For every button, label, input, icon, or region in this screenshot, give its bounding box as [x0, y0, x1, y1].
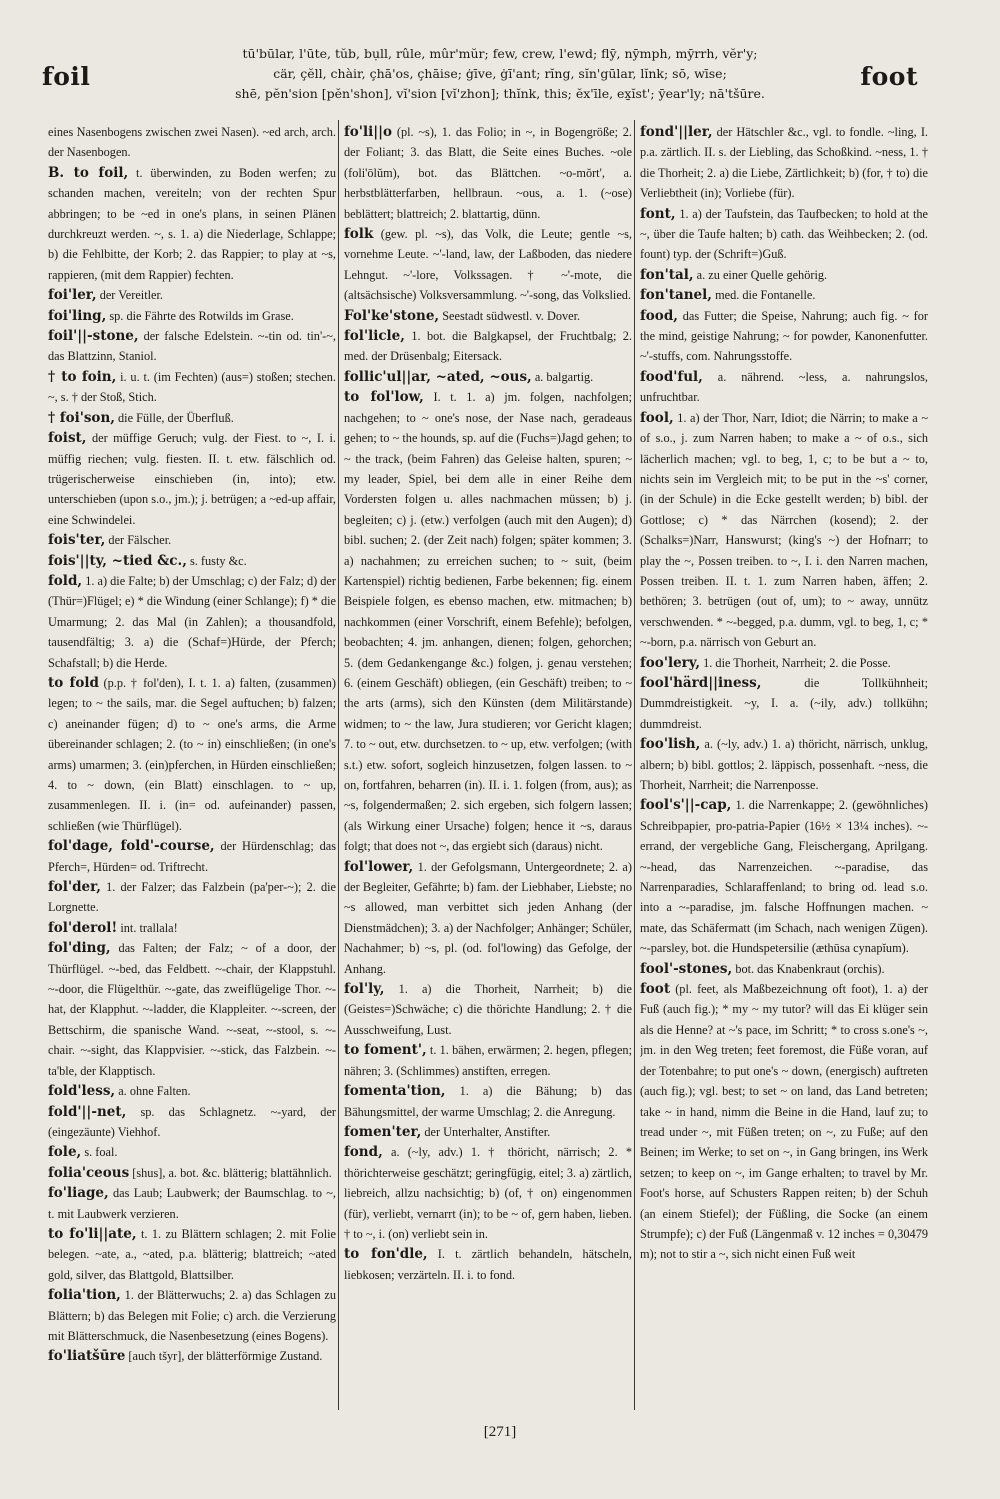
entry-definition: 1. der Gefolgsmann, Untergeordnete; 2. a) der Begleiter, Gefährte; b) fam. der Liebhaber, Liebste; no ~s allowed, man verbittet sich jeden Anhang (der Dienstmädchen); 3. a) der Nachfolger; Anhänger; Schüler, Nachahmer; b) ~s, pl. (od. fol'lowing) das Gefolge, der Anhang. [344, 859, 632, 976]
entry-headword: to fold [48, 674, 99, 691]
dictionary-entry [48, 836, 336, 877]
entry-definition: 1. a) der Taufstein, das Taufbecken; to hold at the ~, über die Taufe halten; b) cath. das Weihbecken; 2. (od. fount) typ. der (Schrift=)Guß. [640, 206, 928, 262]
entry-definition: (pl. ~s), 1. das Folio; in ~, in Bogengröße; 2. der Foliant; 3. das Blatt, die Seite eines Buches. ~ole (foli'ōlŭm), bot. das Blättchen. ~o-mŏrt', a. herbstblätterfarben, hellbraun. ~ous, a. 1. (~ose) beblättert; blattreich; 2. blattartig, dünn. [344, 125, 632, 221]
entry-definition: t. 1. zu Blättern schlagen; 2. mit Folie belegen. ~ate, a., ~ated, p.a. blätterig; blattreich; ~ated gold, silver, das Blattgold, Blattsilber. [48, 1226, 336, 1282]
dictionary-entry [48, 551, 336, 571]
dictionary-entry [640, 265, 928, 285]
entry-definition: das Futter; die Speise, Nahrung; auch fig. ~ for the mind, geistige Nahrung; ~ for powder, Kanonenfutter. ~'-stuffs, com. Nahrungsstoffe. [640, 308, 928, 364]
left-guide-word: foil [42, 62, 91, 91]
entry-definition: [shus], a. bot. &c. blätterig; blattähnlich. [132, 1165, 332, 1180]
entry-headword: folia'tion, [48, 1287, 121, 1304]
pronunciation-key-line: cär, çĕll, chàir, çhā'os, çhāise; ġīve, ġī'ant; rĭng, sĭn'gūlar, lĭnk; sō, wīse; [273, 66, 727, 81]
dictionary-entry [48, 673, 336, 836]
entry-definition: 1. a) der Thor, Narr, Idiot; die Närrin; to make a ~ of s.o., j. zum Narren haben; to make a ~ of o.s., sich lächerlich machen; vgl. to beg, 1, c; to be but a ~ to, nichts sein im Vergleich mit; to be put in the ~s' corner, (in der Schule) in die Ecke gestellt werden; b) bibl. der Gottlose; c) * das Närrchen (kosend); 2. der (Schalks=)Narr, Hanswurst; (king's ~) der Hofnarr; to play the ~, Possen treiben. to ~, I. i. den Narren machen, Possen treiben. II. t. 1. zum Narren haben, äffen; 2. bethören; 3. betrügen (out of, um); to ~ away, unnütz verschwenden. * ~-begged, p.a. dumm, vgl. to beg, 1, c; * ~-born, p.a. närrisch von Geburt an. [640, 410, 928, 650]
entry-headword: fon'tanel, [640, 287, 712, 304]
entry-headword: fold, [48, 572, 83, 589]
entry-headword: foist, [48, 430, 87, 447]
dictionary-entry [48, 530, 336, 550]
entry-definition: der Unterhalter, Anstifter. [424, 1124, 551, 1139]
entry-definition: 1. a) die Thorheit, Narrheit; b) die (Geistes=)Schwäche; c) die thörichte Handlung; 2. † die Ausschweifung, Lust. [344, 982, 632, 1037]
entry-definition: der Vereitler. [99, 288, 163, 303]
dictionary-entry [48, 122, 336, 163]
entry-definition: der Hürdenschlag; das Pferch=, Hürden= od. Triftrecht. [48, 839, 336, 874]
entry-headword: B. to foil, [48, 164, 129, 181]
entry-definition: die Tollkühnheit; Dummdreistigkeit. ~y, I. a. (~ily, adv.) tollkühn; dummdreist. [640, 675, 928, 731]
entry-headword: fol'dage, fold'-course, [48, 838, 215, 855]
entry-headword: fond, [344, 1144, 383, 1161]
entry-definition: der Fälscher. [108, 533, 172, 548]
entry-headword: fol'ly, [344, 981, 385, 998]
entry-headword: † to foin, [48, 368, 117, 385]
dictionary-entry [344, 387, 632, 856]
dictionary-entry [48, 918, 336, 938]
entry-headword: to fo'li||ate, [48, 1225, 137, 1242]
entry-headword: fo'li||o [344, 124, 393, 140]
entry-headword: fol'ding, [48, 940, 111, 957]
pronunciation-key-line: shē, pĕn'sion [pĕn'shon], vĭ'sion [vĭ'zhon]; thĭnk, this; ĕx'īle, ex̱ĭst'; ȳear'ly; nā'tšūre. [235, 86, 765, 101]
entry-headword: fold'less, [48, 1083, 116, 1100]
dictionary-entry [48, 571, 336, 673]
dictionary-entry [344, 367, 632, 387]
entry-headword: foi'ling, [48, 307, 107, 324]
entry-definition: 1. die Thorheit, Narrheit; 2. die Posse. [703, 655, 891, 670]
dictionary-entry [344, 224, 632, 306]
entry-headword: fol'lower, [344, 858, 414, 875]
entry-definition: s. fusty &c. [189, 553, 247, 568]
column-2 [344, 122, 632, 1402]
dictionary-entry [344, 122, 632, 224]
dictionary-entry [344, 306, 632, 326]
pronunciation-key-line: tū'būlar, l'ūte, tŭb, bụll, rûle, mûr'mŭr; few, crew, l'ewd; flȳ, nȳmph, mȳrrh, vĕr'y; [242, 46, 758, 61]
dictionary-entry [344, 326, 632, 367]
dictionary-entry [640, 204, 928, 265]
dictionary-entry [344, 1081, 632, 1122]
entry-definition: I. t. zärtlich behandeln, hätscheln, liebkosen; verzärteln. II. i. to fond. [344, 1247, 632, 1282]
entry-headword: † foi'son, [48, 409, 115, 426]
dictionary-entry [48, 428, 336, 530]
entry-definition: (p.p. † fol'den), I. t. 1. a) falten, (zusammen) legen; to ~ the sails, mar. die Segel auftuchen; b) falzen; c) aneinander fügen; d) to ~ one's arms, die Arme übereinander schlagen; 2. (to ~ in) einschließen; (in one's arms) umarmen; 3. (ein)pferchen, in Hürden einschließen; 4. to ~ down, (ein Blatt) einschlagen. to ~ up, zusammenlegen. II. i. (in= od. aufeinander) passen, schließen (wie Thürflügel). [48, 675, 336, 833]
entry-headword: fomen'ter, [344, 1123, 422, 1140]
column-3 [640, 122, 928, 1402]
dictionary-entry [640, 306, 928, 367]
entry-definition: (gew. pl. ~s), das Volk, die Leute; gentle ~s, vornehme Leute. ~'-land, law, der Laßboden, das niedere Lehngut. ~'-lore, Volkssagen. † ~'-mote, die (altsächsische) Volksversammlung. ~'-song, das Volkslied. [344, 227, 632, 303]
entry-headword: folk [344, 226, 374, 243]
column-divider [634, 120, 635, 1410]
dictionary-entry [48, 1081, 336, 1101]
entry-definition: das Falten; der Falz; ~ of a door, der Thürflügel. ~-bed, das Feldbett. ~-chair, der Klappstuhl. ~-door, die Flügelthür. ~-gate, das zweiflügelige Thor. ~-hat, der Klapphut. ~-ladder, die Klappleiter. ~-screen, der Bettschirm, die spanische Wand. ~-seat, ~-stool, s. ~-chair. ~-sight, das Klappvisier. ~-stick, das Falzbein. ~-ta'ble, der Klapptisch. [48, 941, 336, 1078]
entry-headword: Fol'ke'stone, [344, 307, 440, 324]
dictionary-entry [48, 938, 336, 1081]
entry-definition: t. überwinden, zu Boden werfen; zu schanden machen, vereiteln; von der rechten Spur abbringen; to be ~ed in one's plans, in seinen Plänen durchkreuzt werden. ~, s. 1. a) die Niederlage, Schlappe; b) die Fehlbitte, der Korb; 2. das Rappier; to play at ~s, rappieren, (mit dem Rappier) fechten. [48, 165, 336, 282]
entry-headword: folia'ceous [48, 1164, 130, 1181]
entry-headword: fon'tal, [640, 266, 694, 283]
entry-headword: fois'ter, [48, 532, 106, 549]
dictionary-entry [48, 326, 336, 367]
entry-headword: to fon'dle, [344, 1246, 428, 1263]
entry-definition: 1. der Falzer; das Falzbein (pa'per-~); 2. die Lorgnette. [48, 880, 336, 915]
dictionary-entry [344, 1122, 632, 1142]
dictionary-entry [640, 367, 928, 408]
pronunciation-key [160, 44, 840, 104]
dictionary-entry [640, 408, 928, 653]
entry-definition: s. foal. [84, 1145, 118, 1160]
entry-headword: foo'lish, [640, 736, 701, 753]
dictionary-entry [48, 1102, 336, 1143]
entry-headword: fois'||ty, ~tied &c., [48, 552, 187, 569]
dictionary-entry [344, 1040, 632, 1081]
entry-definition: die Fülle, der Überfluß. [118, 410, 234, 425]
entry-definition: med. die Fontanelle. [715, 288, 816, 303]
entry-headword: font, [640, 205, 676, 222]
entry-headword: follic'ul||ar, ~ated, ~ous, [344, 368, 532, 385]
entry-definition: a. balgartig. [534, 369, 594, 384]
entry-headword: fond'||ler, [640, 124, 713, 140]
dictionary-entry [48, 1285, 336, 1346]
dictionary-entry [640, 795, 928, 958]
entry-headword: fo'liage, [48, 1185, 109, 1202]
entry-definition: I. t. 1. a) jm. folgen, nachfolgen; nachgehen; to ~ one's nose, der Nase nach, geradeaus gehen; to ~ the hounds, sp. auf die (Fuchs=)Jagd gehen; to ~ the track, (beim Fahren) das Geleise halten, spuren; ~ my leader, Spiel, bei dem alle in einer Reihe dem Vordersten folgen u. alles nachmachen müssen; b) j. begleiten; c) j. (etw.) verfolgen (auch mit den Augen); d) bibl. suchen; 2. (der Zeit nach) folgen; später kommen; 3. a) nachahmen; zu erreichen suchen; to ~ suit, (beim Kartenspiel) richtig bedienen, Farbe bekennen; fig. einem Beispiele folgen, es ebenso machen, etw. mitmachen; b) nachkommen (einer Vorschrift, einem Befehle); befolgen, beobachten; 4. jm. anhangen, dienen; folgen, gehorchen; 5. (dem Gedankengange &c.) folgen, j. genau verstehen; 6. (einem Geschäft) obliegen, (ein Geschäft) treiben; to ~ the arts (arms), sich den Künsten (dem Militärstande) widmen; to ~ the law, Jura studieren; vor Gericht klagen; 7. to ~ out, etw. durchsetzen. to ~ up, etw. verfolgen; (with s.t.) etw. sofort, sogleich hinzusetzen, folgen lassen. to ~ on, fortfahren, beharren (in). II. i. 1. folgen (from, aus); as ~s, folgendermaßen; 2. sich ergeben, sich folgern lassen; (als Wirkung einer Ursache) folgen; hence it ~s, daraus folgt; that does not ~, das ergiebt sich (daraus) nicht. [344, 390, 632, 854]
dictionary-entry [640, 734, 928, 795]
entry-headword: foot [640, 981, 671, 998]
dictionary-entry [48, 306, 336, 326]
entry-definition: Seestadt südwestl. v. Dover. [442, 308, 581, 323]
column-1 [48, 122, 336, 1402]
entry-headword: fold'||-net, [48, 1103, 127, 1120]
entry-headword: foil'||-stone, [48, 328, 139, 345]
dictionary-entry [640, 653, 928, 673]
entry-definition: int. trallala! [120, 920, 178, 935]
dictionary-entry [344, 857, 632, 979]
entry-headword: fo'liatšūre [48, 1348, 126, 1365]
entry-headword: food, [640, 307, 678, 324]
entry-headword: fomenta'tion, [344, 1083, 446, 1100]
entry-headword: fole, [48, 1144, 82, 1161]
entry-definition: a. (~ly, adv.) 1. a) thöricht, närrisch, unklug, albern; b) bibl. gottlos; 2. läppisch, possenhaft. ~ness, die Thorheit, Narrheit; die Narrenposse. [640, 737, 928, 792]
entry-definition: a. (~ly, adv.) 1. † thöricht, närrisch; 2. * thörichterweise geschätzt; geringfügig, eitel; 3. a) zärtlich, liebreich, allzu nachsichtig; b) (of, † on) eingenommen (für), verliebt, vernarrt (in); to be ~ of, gern haben, lieben. † to ~, i. (on) verliebt sein in. [344, 1145, 632, 1241]
entry-definition: 1. die Narrenkappe; 2. (gewöhnliches) Schreibpapier, pro-patria-Papier (16½ × 13¼ inches). ~-errand, der vergebliche Gang, Fleischergang, Aprilgang. ~-head, das Narrenzeichen. ~-paradise, das Narrenparadies, Schlaraffenland; to bring od. lead s.o. into a ~-paradise, jm. falsche Hoffnungen machen. ~ mate, das Schäfermatt (im Schach, nach wenigen Zügen). ~-parsley, bot. die Hundspetersilie (æthūsa cynapĭum). [640, 798, 928, 956]
dictionary-entry [48, 367, 336, 408]
entry-headword: fol'licle, [344, 328, 405, 345]
dictionary-entry [48, 1183, 336, 1224]
entry-definition: a. zu einer Quelle gehörig. [696, 267, 828, 282]
dictionary-entry [640, 979, 928, 1265]
dictionary-entry [344, 1142, 632, 1244]
entry-definition: sp. die Fährte des Rotwilds im Grase. [109, 308, 294, 323]
entry-headword: to fol'low, [344, 389, 424, 406]
entry-definition: sp. das Schlagnetz. ~-yard, der (eingezäunte) Viehhof. [48, 1104, 336, 1139]
entry-headword: fool'härd||iness, [640, 674, 762, 691]
entry-definition: der falsche Edelstein. ~-tin od. tin'-~, das Blattzinn, Staniol. [48, 329, 336, 364]
entry-definition: eines Nasenbogens zwischen zwei Nasen). ~ed arch, arch. der Nasenbogen. [48, 125, 336, 160]
entry-headword: foi'ler, [48, 287, 97, 304]
entry-definition: der müffige Geruch; vulg. der Fiest. to ~, I. i. müffig riechen; vulg. fiesten. II. t. etw. fälschlich od. trügerischerweise einschieben (in, into); etw. unterschieben (upon s.o., jm.); j. betrügen; a ~ed-up affair, eine Schwindelei. [48, 431, 336, 527]
entry-headword: fool's'||-cap, [640, 797, 732, 814]
dictionary-entry [48, 1163, 336, 1183]
entry-definition: das Laub; Laubwerk; der Baumschlag. to ~, t. mit Laubwerk verzieren. [48, 1186, 336, 1221]
dictionary-entry [344, 979, 632, 1040]
entry-definition: [auch tšyr], der blätterförmige Zustand. [128, 1349, 323, 1364]
entry-definition: der Hätschler &c., vgl. to fondle. ~ling, I. p.a. zärtlich. II. s. der Liebling, das Schoßkind. ~ness, 1. † die Thorheit; 2. a) die Liebe, Zärtlichkeit; b) (for, † to) die Verliebtheit (in); Vorliebe (für). [640, 125, 928, 201]
entry-headword: foo'lery, [640, 654, 701, 671]
page-number: [271] [483, 1424, 517, 1440]
dictionary-entry [48, 877, 336, 918]
dictionary-entry [48, 285, 336, 305]
entry-definition: i. u. t. (im Fechten) (aus=) stoßen; stechen. ~, s. † der Stoß, Stich. [48, 369, 336, 405]
dictionary-entry [48, 1142, 336, 1162]
entry-definition: (pl. feet, als Maßbezeichnung oft foot), 1. a) der Fuß (auch fig.); * my ~ my tutor? will das Ei klüger sein als die Henne? at ~'s pace, im Schritt; * to cross s.one's ~, jm. in den Weg treten; feet foremost, die Füße voran, auf der Totenbahre; to put one's ~ down, (energisch) auftreten (auch fig.); vgl. best; to set ~ on land, das Land betreten; take ~ in hand, nimm die Beine in die Hand, lauf zu; to tread under ~, mit Füßen treten; on ~, zu Fuße; auf den Beinen; im Werke; to set on ~, in Gang bringen, ins Werk setzen; to keep on ~, im Gange erhalten; to travel by Mr. Foot's horse, auf Schusters Rappen reiten; b) der Schuh (an einem Stiefel); der Füßling, die Socke (an einem Strumpfe); c) der Fuß (Längenmaß v. 12 inches = 0,30479 m); not to stir a ~, sich nicht einen Fuß weit [640, 982, 928, 1262]
entry-definition: a. nährend. ~less, a. nahrungslos, unfruchtbar. [640, 369, 928, 405]
dictionary-entry [48, 408, 336, 428]
dictionary-entry [48, 163, 336, 285]
dictionary-entry [48, 1346, 336, 1366]
entry-headword: fool'-stones, [640, 960, 733, 977]
entry-headword: fol'der, [48, 879, 101, 896]
dictionary-entry [640, 959, 928, 979]
entry-headword: to foment', [344, 1042, 427, 1059]
entry-headword: fool, [640, 409, 674, 426]
entry-definition: 1. a) die Falte; b) der Umschlag; c) der Falz; d) der (Thür=)Flügel; e) * die Windung (einer Schlange); f) * die Umarmung; 2. das Mal (in Zahlen); a thousandfold, tausendfältig; 3. a) die (Schaf=)Hürde, der Pferch; Schafstall; b) die Herde. [48, 573, 336, 670]
entry-definition: t. 1. bähen, erwärmen; 2. hegen, pflegen; nähren; 3. (Schlimmes) anstiften, erregen. [344, 1043, 632, 1078]
dictionary-entry [640, 673, 928, 734]
right-guide-word: foot [860, 62, 918, 91]
entry-definition: bot. das Knabenkraut (orchis). [735, 961, 885, 976]
dictionary-entry [48, 1224, 336, 1285]
entry-definition: a. ohne Falten. [118, 1084, 191, 1099]
entry-definition: 1. bot. die Balgkapsel, der Fruchtbalg; 2. med. der Drüsenbalg; Eitersack. [344, 329, 632, 364]
entry-definition: 1. der Blätterwuchs; 2. a) das Schlagen zu Blättern; b) das Belegen mit Folie; c) arch. die Verzierung mit Blätterschmuck, die Nasenbesetzung (eines Bogens). [48, 1288, 336, 1343]
entry-headword: food'ful, [640, 368, 703, 385]
column-divider [338, 120, 339, 1410]
dictionary-entry [344, 1244, 632, 1285]
entry-definition: 1. a) die Bähung; b) das Bähungsmittel, der warme Umschlag; 2. die Anregung. [344, 1084, 632, 1119]
entry-headword: fol'derol! [48, 919, 118, 936]
dictionary-entry [640, 122, 928, 204]
dictionary-entry [640, 285, 928, 305]
